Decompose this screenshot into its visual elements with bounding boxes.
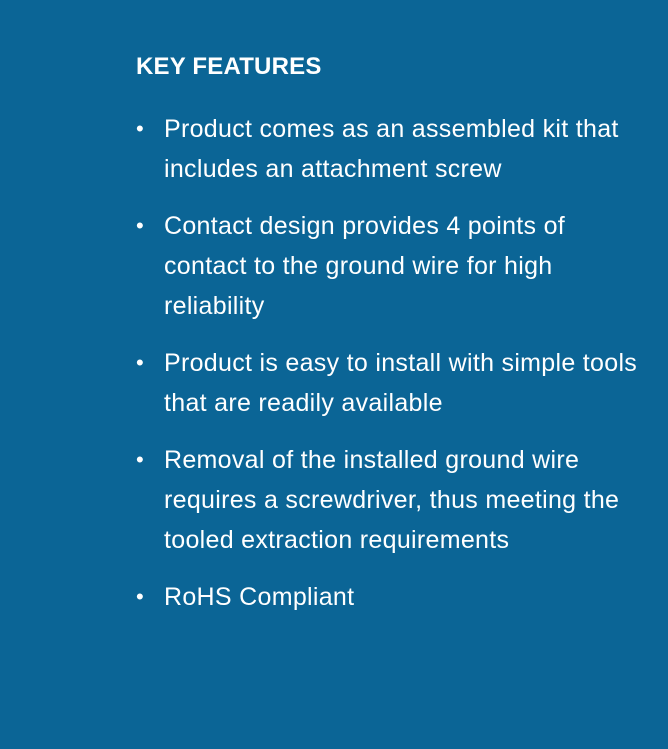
feature-item [136,206,638,326]
bullet-icon: • [136,350,145,375]
feature-text: Product comes as an assembled kit that includes an attachment screw [164,115,619,183]
feature-item [136,109,638,189]
bullet-icon: • [136,116,145,141]
features-list [136,109,638,617]
feature-text: RoHS Compliant [164,583,355,611]
feature-item [136,440,638,560]
feature-text: Product is easy to install with simple tools that are readily available [164,349,638,417]
feature-text: Removal of the installed ground wire requires a screwdriver, thus meeting the tooled extraction requirements [164,446,620,554]
bullet-icon: • [136,447,145,472]
bullet-icon: • [136,213,145,238]
feature-item [136,577,638,617]
feature-text: Contact design provides 4 points of contact to the ground wire for high reliability [164,212,566,320]
feature-item [136,343,638,423]
section-title: KEY FEATURES [136,53,322,80]
bullet-icon: • [136,584,145,609]
